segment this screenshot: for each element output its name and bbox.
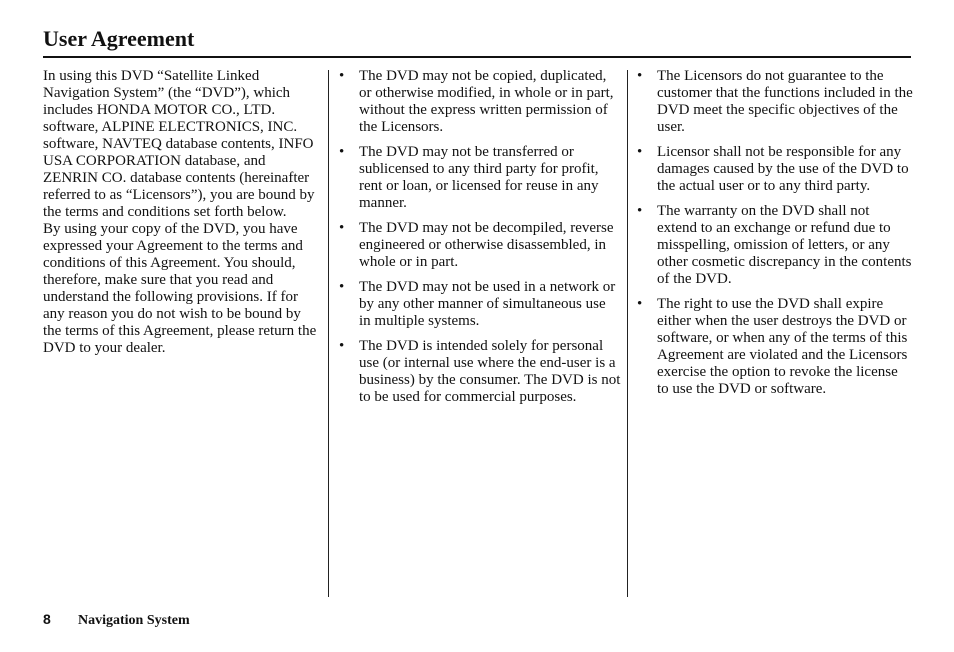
bullet-icon: • bbox=[637, 296, 643, 312]
page-title: User Agreement bbox=[43, 26, 195, 51]
bullet-icon: • bbox=[339, 338, 345, 354]
restrictions-column bbox=[339, 68, 621, 414]
list-item-text: The DVD may not be transferred or sublicensed to any third party for profit, rent or loan, or licensed for reuse in any manner. bbox=[359, 144, 599, 211]
intro-paragraph: In using this DVD “Satellite Linked Navigation System” (the “DVD”), which includes HONDA MOTOR CO., LTD. software, ALPINE ELECTRONICS, INC. software, NAVTEQ database contents, INFO USA CORPORATION database, and ZENRIN CO. database contents (hereinafter referred to as “Licensors”), you are bound by the terms and conditions set forth below. bbox=[43, 68, 315, 220]
list-item-text: The Licensors do not guarantee to the customer that the functions included in the DVD meet the specific objectives of the user. bbox=[657, 68, 913, 135]
column-divider bbox=[328, 70, 329, 597]
title-rule bbox=[43, 56, 911, 58]
bullet-icon: • bbox=[637, 68, 643, 84]
list-item-text: The warranty on the DVD shall not extend to an exchange or refund due to misspelling, omission of letters, or any other cosmetic discrepancy in the contents of the DVD. bbox=[657, 203, 912, 287]
footer-label: Navigation System bbox=[78, 613, 190, 628]
list-item-text: The DVD may not be used in a network or by any other manner of simultaneous use in multiple systems. bbox=[359, 279, 616, 329]
list-item-text: The DVD may not be decompiled, reverse engineered or otherwise disassembled, in whole or in part. bbox=[359, 220, 614, 270]
warranty-column bbox=[637, 68, 913, 406]
intro-column bbox=[43, 68, 319, 357]
list-item bbox=[637, 68, 913, 136]
list-item-text: The DVD may not be copied, duplicated, or otherwise modified, in whole or in part, without the express written permission of the Licensors. bbox=[359, 68, 614, 135]
page-number: 8 bbox=[43, 611, 51, 627]
list-item bbox=[339, 338, 621, 406]
list-item bbox=[339, 144, 621, 212]
list-item-text: The DVD is intended solely for personal use (or internal use where the end-user is a business) by the consumer. The DVD is not to be used for commercial purposes. bbox=[359, 338, 621, 405]
bullet-icon: • bbox=[339, 220, 345, 236]
bullet-icon: • bbox=[339, 279, 345, 295]
page-footer bbox=[43, 610, 190, 630]
list-item bbox=[339, 279, 621, 330]
restrictions-list bbox=[339, 68, 621, 406]
list-item-text: Licensor shall not be responsible for any damages caused by the use of the DVD to the actual user or to any third party. bbox=[657, 144, 909, 194]
bullet-icon: • bbox=[339, 68, 345, 84]
list-item bbox=[637, 296, 913, 398]
bullet-icon: • bbox=[339, 144, 345, 160]
column-divider bbox=[627, 70, 628, 597]
list-item bbox=[637, 144, 913, 195]
bullet-icon: • bbox=[637, 203, 643, 219]
list-item bbox=[339, 68, 621, 136]
list-item-text: The right to use the DVD shall expire either when the user destroys the DVD or software, or when any of the terms of this Agreement are violated and the Licensors exercise the option to revoke the license to use the DVD or software. bbox=[657, 296, 908, 397]
warranty-list bbox=[637, 68, 913, 398]
bullet-icon: • bbox=[637, 144, 643, 160]
list-item bbox=[637, 203, 913, 288]
intro-paragraph: By using your copy of the DVD, you have expressed your Agreement to the terms and conditions of this Agreement. You should, therefore, make sure that you read and understand the following provisions. If for any reason you do not wish to be bound by the terms of this Agreement, please return the DVD to your dealer. bbox=[43, 221, 317, 356]
list-item bbox=[339, 220, 621, 271]
